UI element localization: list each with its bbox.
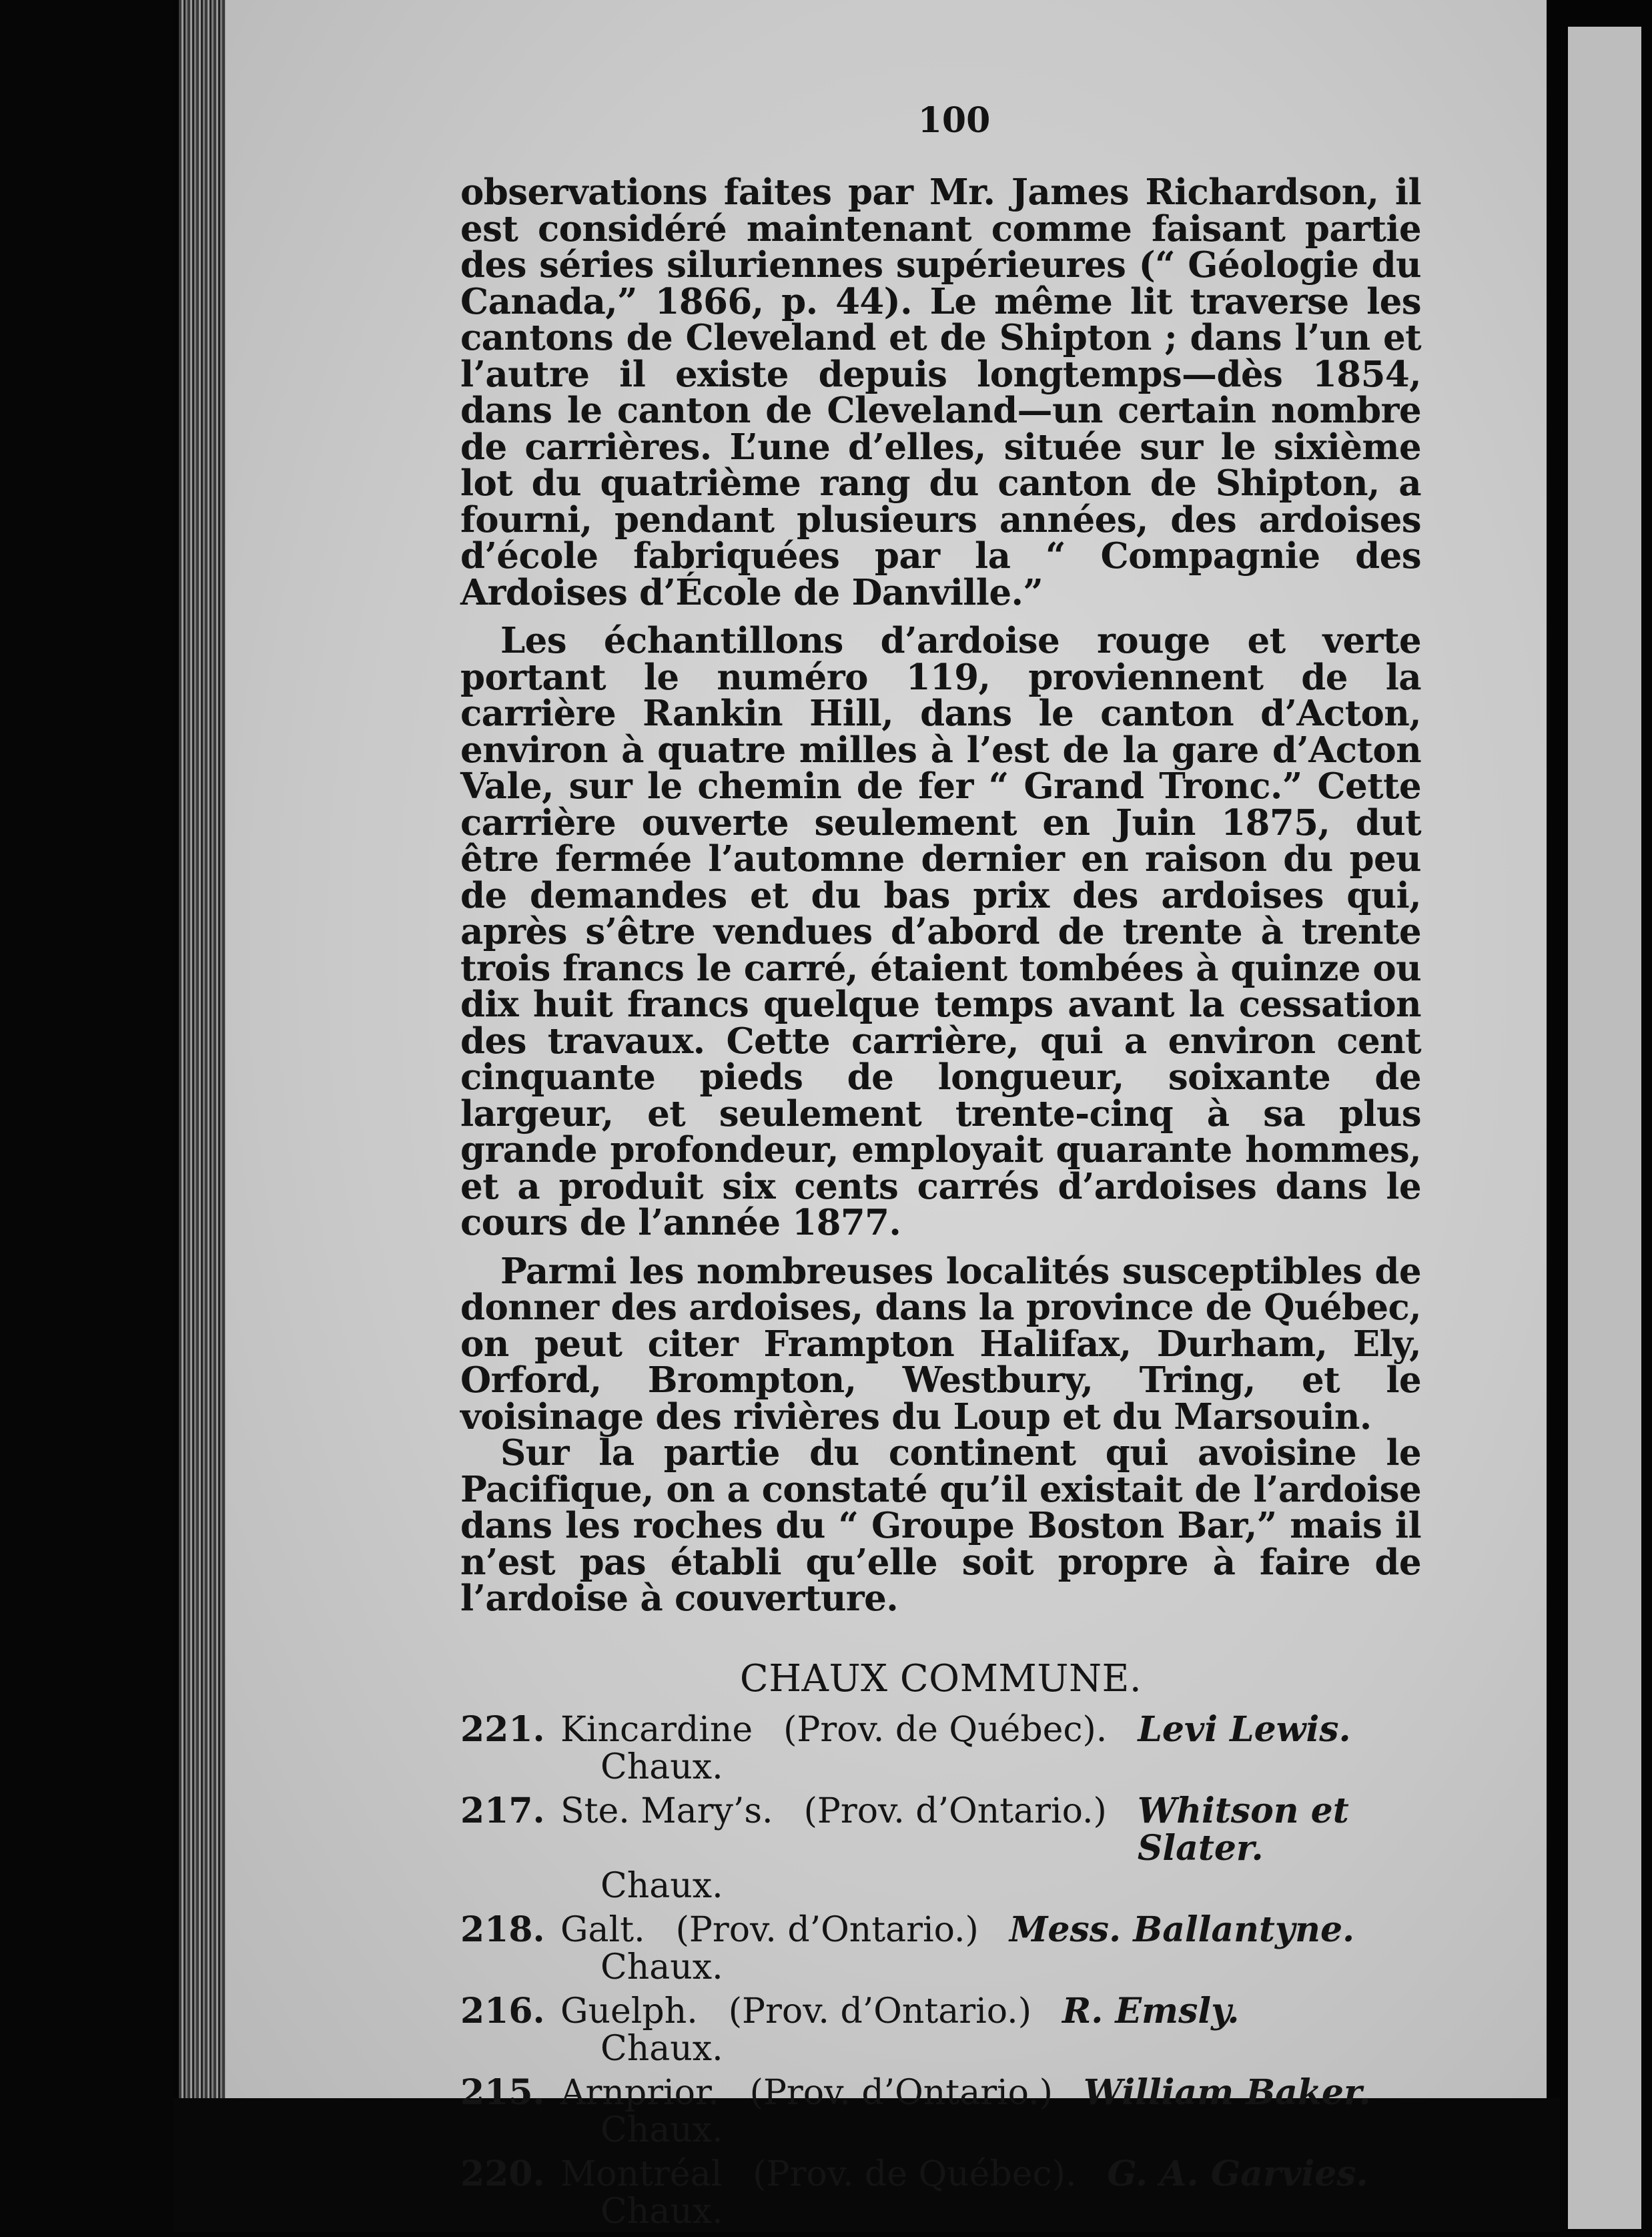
- list-item: [460, 1911, 1421, 1986]
- page-content: [460, 100, 1421, 2237]
- entry-list: [460, 1708, 1421, 2232]
- list-item: [460, 1790, 1421, 1906]
- entry-province: (Prov. d’Ontario.): [728, 1991, 1031, 2031]
- entry-number: 216.: [460, 1990, 545, 2031]
- book-spine: [0, 0, 173, 2232]
- entry-province: (Prov. d’Ontario.): [675, 1909, 979, 1950]
- entry-province: (Prov. d’Ontario.): [803, 1791, 1107, 1831]
- entry-location: Galt.: [560, 1909, 645, 1950]
- entry-province: (Prov. de Québec).: [753, 2154, 1077, 2194]
- entry-location: Montréal: [560, 2154, 723, 2194]
- entry-material: Chaux.: [600, 1865, 723, 1906]
- entry-owner: R. Emsly.: [1062, 1990, 1240, 2031]
- entry-location: Ste. Mary’s.: [560, 1791, 773, 1831]
- facing-page-edge: [1568, 27, 1641, 2229]
- entry-number: 220.: [460, 2153, 545, 2194]
- entry-material: Chaux.: [600, 2110, 723, 2150]
- entry-number: 218.: [460, 1909, 545, 1950]
- list-item: [460, 1708, 1421, 1787]
- entry-number: 215.: [460, 2071, 545, 2113]
- entry-number: 217.: [460, 1790, 545, 1831]
- entry-material: Chaux.: [600, 2028, 723, 2069]
- page-number: 100: [917, 100, 991, 141]
- list-item: [460, 2071, 1421, 2150]
- entry-owner: William Baker.: [1083, 2071, 1371, 2113]
- entry-material: Chaux.: [600, 1947, 723, 1987]
- paragraph-3: Parmi les nombreuses localités susceptibles de donner des ardoises, dans la province de Québec, on peut citer Frampton Halifax, Durham, Ely, Orford, Brompton, Westbury, Tring, et le voisinage des rivières du Loup et du Marsouin.: [460, 1250, 1421, 1437]
- list-item: [460, 1990, 1421, 2069]
- page-edges: [179, 0, 226, 2122]
- section-heading: CHAUX COMMUNE.: [739, 1656, 1142, 1700]
- entry-owner: Mess. Ballantyne.: [1009, 1909, 1355, 1950]
- entry-location: Guelph.: [560, 1991, 698, 2031]
- entry-owner: G. A. Garvies.: [1107, 2153, 1368, 2194]
- entry-material: Chaux.: [600, 1746, 723, 1787]
- entry-number: 221.: [460, 1708, 545, 1750]
- entry-province: (Prov. de Québec).: [783, 1709, 1108, 1750]
- list-item: [460, 2153, 1421, 2232]
- entry-location: Arnprior.: [560, 2072, 719, 2113]
- entry-province: (Prov. d’Ontario.): [749, 2072, 1053, 2113]
- entry-owner: Whitson et Slater.: [1137, 1790, 1349, 1869]
- paragraph-4: Sur la partie du continent qui avoisine le Pacifique, on a constaté qu’il existait de l’ardoise dans les roches du “ Groupe Boston Bar,” mais il n’est pas établi qu’elle soit propre à faire de l’ardoise à couverture.: [460, 1432, 1421, 1619]
- entry-owner: Levi Lewis.: [1138, 1708, 1351, 1750]
- paragraph-2: Les échantillons d’ardoise rouge et verte portant le numéro 119, proviennent de la carrière Rankin Hill, dans le canton d’Acton, environ à quatre milles à l’est de la gare d’Acton Vale, sur le chemin de fer “ Grand Tronc.” Cette carrière ouverte seulement en Juin 1875, dut être fermée l’automne dernier en raison du peu de demandes et du bas prix des ardoises qui, après s’être vendues d’abord de trente à trente trois francs le carré, étaient tombées à quinze ou dix huit francs quelque temps avant la cessation des travaux. Cette carrière, qui a environ cent cinquante pieds de longueur, soixante de largeur, et seulement trente-cinq à sa plus grande profondeur, employait quarante hommes, et a produit six cents carrés d’ardoises dans le cours de l’année 1877.: [460, 620, 1421, 1243]
- paragraph-1: observations faites par Mr. James Richardson, il est considéré maintenant comme faisant partie des séries siluriennes supérieures (“ Géologie du Canada,” 1866, p. 44). Le même lit traverse les cantons de Cleveland et de Shipton ; dans l’un et l’autre il existe depuis longtemps—dès 1854, dans le canton de Cleveland—un certain nombre de carrières. L’une d’elles, située sur le sixième lot du quatrième rang du canton de Shipton, a fourni, pendant plusieurs années, des ardoises d’école fabriquées par la “ Compagnie des Ardoises d’École de Danville.”: [460, 172, 1421, 613]
- entry-location: Kincardine: [560, 1709, 753, 1750]
- entry-material: Chaux.: [600, 2191, 723, 2232]
